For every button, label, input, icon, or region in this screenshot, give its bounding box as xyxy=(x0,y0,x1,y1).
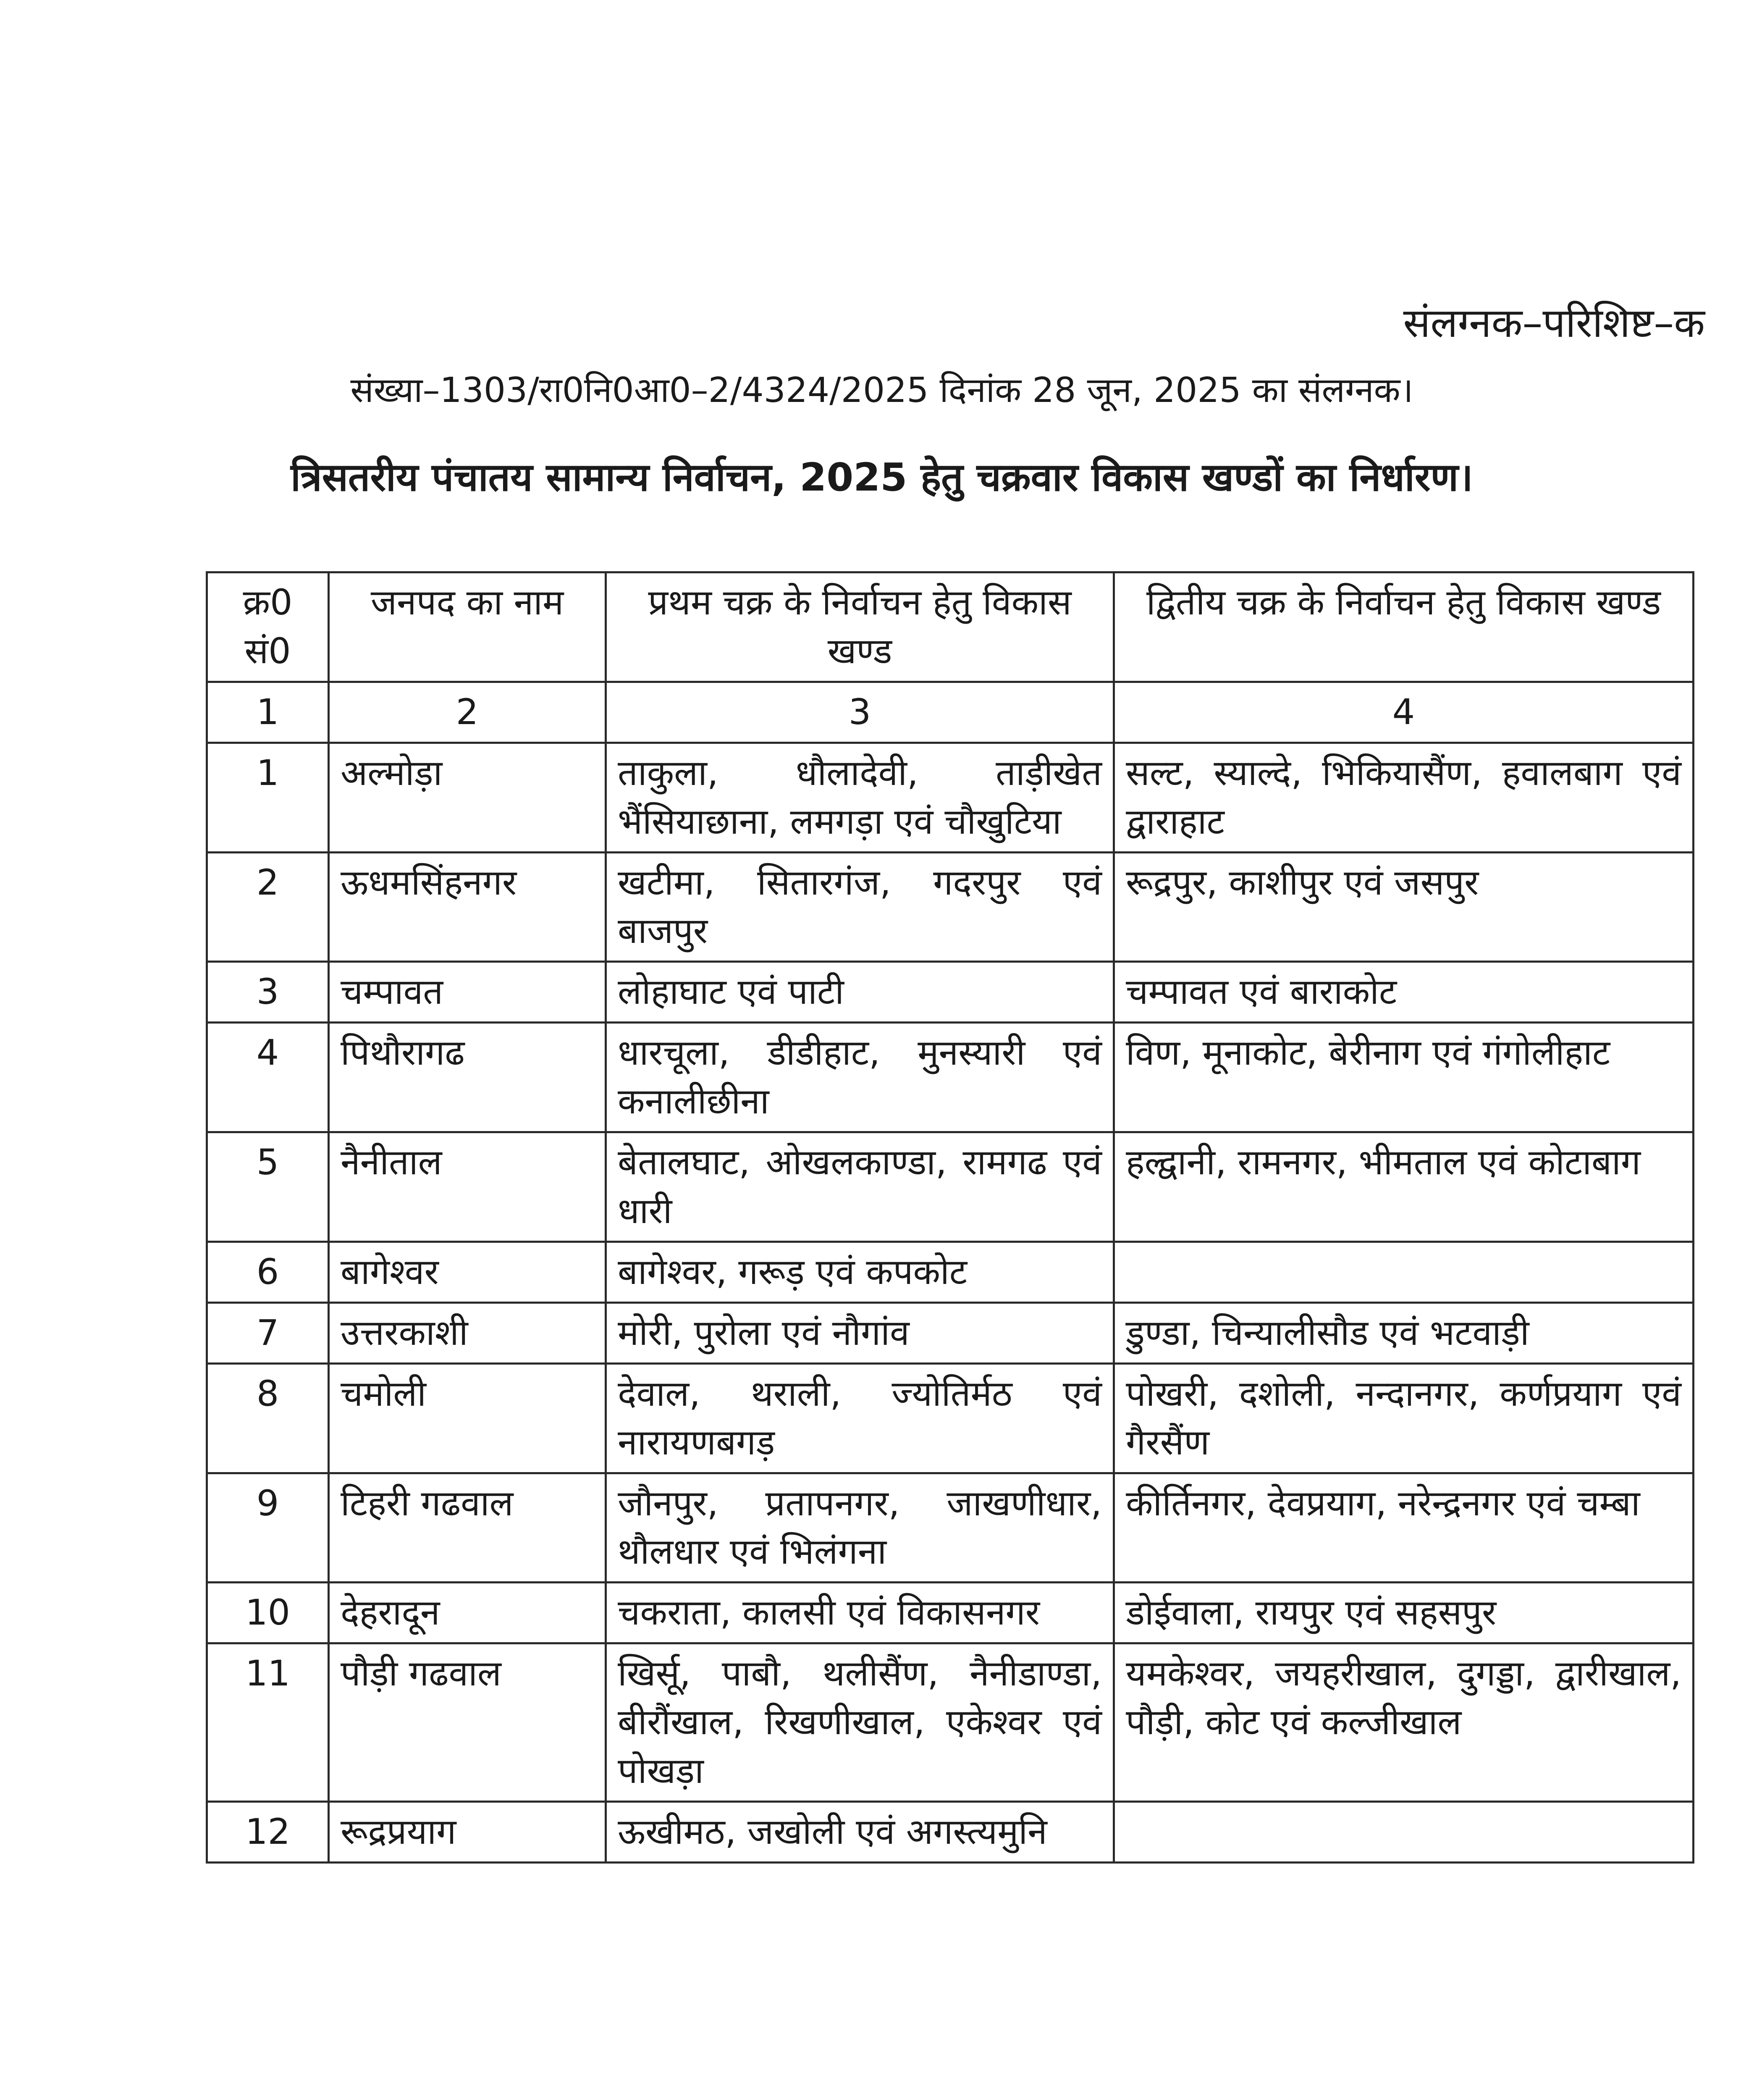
phase1-blocks-cell: ऊखीमठ, जखोली एवं अगस्त्यमुनि xyxy=(606,1801,1114,1862)
phase1-blocks-cell: जौनपुर, प्रतापनगर, जाखणीधार, थौलधार एवं भिलंगना xyxy=(606,1473,1114,1583)
development-blocks-table xyxy=(206,571,1694,1864)
table-row xyxy=(207,1023,1694,1132)
phase2-blocks-cell: यमकेश्वर, जयहरीखाल, दुगड्डा, द्वारीखाल, पौड़ी, कोट एवं कल्जीखाल xyxy=(1114,1643,1694,1802)
table-row xyxy=(207,1363,1694,1473)
phase2-blocks-cell xyxy=(1114,1242,1694,1302)
column-number: 3 xyxy=(606,682,1114,743)
serial-cell: 12 xyxy=(207,1801,329,1862)
district-cell: चमोली xyxy=(329,1363,606,1473)
district-cell: ऊधमसिंहनगर xyxy=(329,852,606,962)
document-heading: त्रिसतरीय पंचातय सामान्य निर्वाचन, 2025 हेतु चक्रवार विकास खण्डों का निर्धारण। xyxy=(291,455,1473,500)
table-row xyxy=(207,1132,1694,1242)
table-row xyxy=(207,743,1694,852)
phase1-blocks-cell: ताकुला, धौलादेवी, ताड़ीखेत भैंसियाछाना, लमगड़ा एवं चौखुटिया xyxy=(606,743,1114,852)
serial-cell: 4 xyxy=(207,1023,329,1132)
reference-line: संख्या–1303/रा0नि0आ0–2/4324/2025 दिनांक 28 जून, 2025 का संलग्नक। xyxy=(350,370,1413,410)
phase1-blocks-cell: मोरी, पुरोला एवं नौगांव xyxy=(606,1302,1114,1363)
header-serial: क्र0 सं0 xyxy=(207,572,329,682)
column-number: 4 xyxy=(1114,682,1694,743)
phase1-blocks-cell: देवाल, थराली, ज्योतिर्मठ एवं नारायणबगड़ xyxy=(606,1363,1114,1473)
serial-cell: 1 xyxy=(207,743,329,852)
serial-cell: 5 xyxy=(207,1132,329,1242)
column-number-row xyxy=(207,682,1694,743)
district-cell: पिथौरागढ xyxy=(329,1023,606,1132)
phase1-blocks-cell: बेतालघाट, ओखलकाण्डा, रामगढ एवं धारी xyxy=(606,1132,1114,1242)
phase2-blocks-cell: कीर्तिनगर, देवप्रयाग, नरेन्द्रनगर एवं चम्बा xyxy=(1114,1473,1694,1583)
phase1-blocks-cell: लोहाघाट एवं पाटी xyxy=(606,962,1114,1023)
phase2-blocks-cell: डोईवाला, रायपुर एवं सहसपुर xyxy=(1114,1583,1694,1643)
district-cell: रूद्रप्रयाग xyxy=(329,1801,606,1862)
table-row xyxy=(207,1473,1694,1583)
phase1-blocks-cell: बागेश्वर, गरूड़ एवं कपकोट xyxy=(606,1242,1114,1302)
district-cell: नैनीताल xyxy=(329,1132,606,1242)
phase1-blocks-cell: धारचूला, डीडीहाट, मुनस्यारी एवं कनालीछीना xyxy=(606,1023,1114,1132)
district-cell: टिहरी गढवाल xyxy=(329,1473,606,1583)
serial-cell: 8 xyxy=(207,1363,329,1473)
serial-cell: 11 xyxy=(207,1643,329,1802)
district-cell: अल्मोड़ा xyxy=(329,743,606,852)
phase1-blocks-cell: खटीमा, सितारगंज, गदरपुर एवं बाजपुर xyxy=(606,852,1114,962)
phase2-blocks-cell: विण, मूनाकोट, बेरीनाग एवं गंगोलीहाट xyxy=(1114,1023,1694,1132)
table-header-row xyxy=(207,572,1694,682)
district-cell: देहरादून xyxy=(329,1583,606,1643)
phase2-blocks-cell: चम्पावत एवं बाराकोट xyxy=(1114,962,1694,1023)
serial-cell: 9 xyxy=(207,1473,329,1583)
serial-cell: 2 xyxy=(207,852,329,962)
table-row xyxy=(207,1583,1694,1643)
phase2-blocks-cell: पोखरी, दशोली, नन्दानगर, कर्णप्रयाग एवं गैरसैंण xyxy=(1114,1363,1694,1473)
table-row xyxy=(207,1643,1694,1802)
district-cell: चम्पावत xyxy=(329,962,606,1023)
table-row xyxy=(207,852,1694,962)
table-row xyxy=(207,962,1694,1023)
phase1-blocks-cell: खिर्सू, पाबौ, थलीसैंण, नैनीडाण्डा, बीरौंखाल, रिखणीखाल, एकेश्वर एवं पोखड़ा xyxy=(606,1643,1114,1802)
district-cell: पौड़ी गढवाल xyxy=(329,1643,606,1802)
table-body xyxy=(207,743,1694,1862)
phase2-blocks-cell xyxy=(1114,1801,1694,1862)
phase1-blocks-cell: चकराता, कालसी एवं विकासनगर xyxy=(606,1583,1114,1643)
serial-cell: 10 xyxy=(207,1583,329,1643)
serial-cell: 7 xyxy=(207,1302,329,1363)
phase2-blocks-cell: सल्ट, स्याल्दे, भिकियासैंण, हवालबाग एवं द्वाराहाट xyxy=(1114,743,1694,852)
phase2-blocks-cell: हल्द्वानी, रामनगर, भीमताल एवं कोटाबाग xyxy=(1114,1132,1694,1242)
serial-cell: 6 xyxy=(207,1242,329,1302)
serial-cell: 3 xyxy=(207,962,329,1023)
annex-label: संलग्नक–परिशिष्ट–क xyxy=(1403,299,1705,346)
phase2-blocks-cell: रूद्रपुर, काशीपुर एवं जसपुर xyxy=(1114,852,1694,962)
table-row xyxy=(207,1242,1694,1302)
column-number: 1 xyxy=(207,682,329,743)
table-row xyxy=(207,1801,1694,1862)
phase2-blocks-cell: डुण्डा, चिन्यालीसौड एवं भटवाड़ी xyxy=(1114,1302,1694,1363)
header-phase1: प्रथम चक्र के निर्वाचन हेतु विकास खण्ड xyxy=(606,572,1114,682)
district-cell: बागेश्वर xyxy=(329,1242,606,1302)
table-row xyxy=(207,1302,1694,1363)
header-district: जनपद का नाम xyxy=(329,572,606,682)
district-cell: उत्तरकाशी xyxy=(329,1302,606,1363)
header-phase2: द्वितीय चक्र के निर्वाचन हेतु विकास खण्ड xyxy=(1114,572,1694,682)
column-number: 2 xyxy=(329,682,606,743)
